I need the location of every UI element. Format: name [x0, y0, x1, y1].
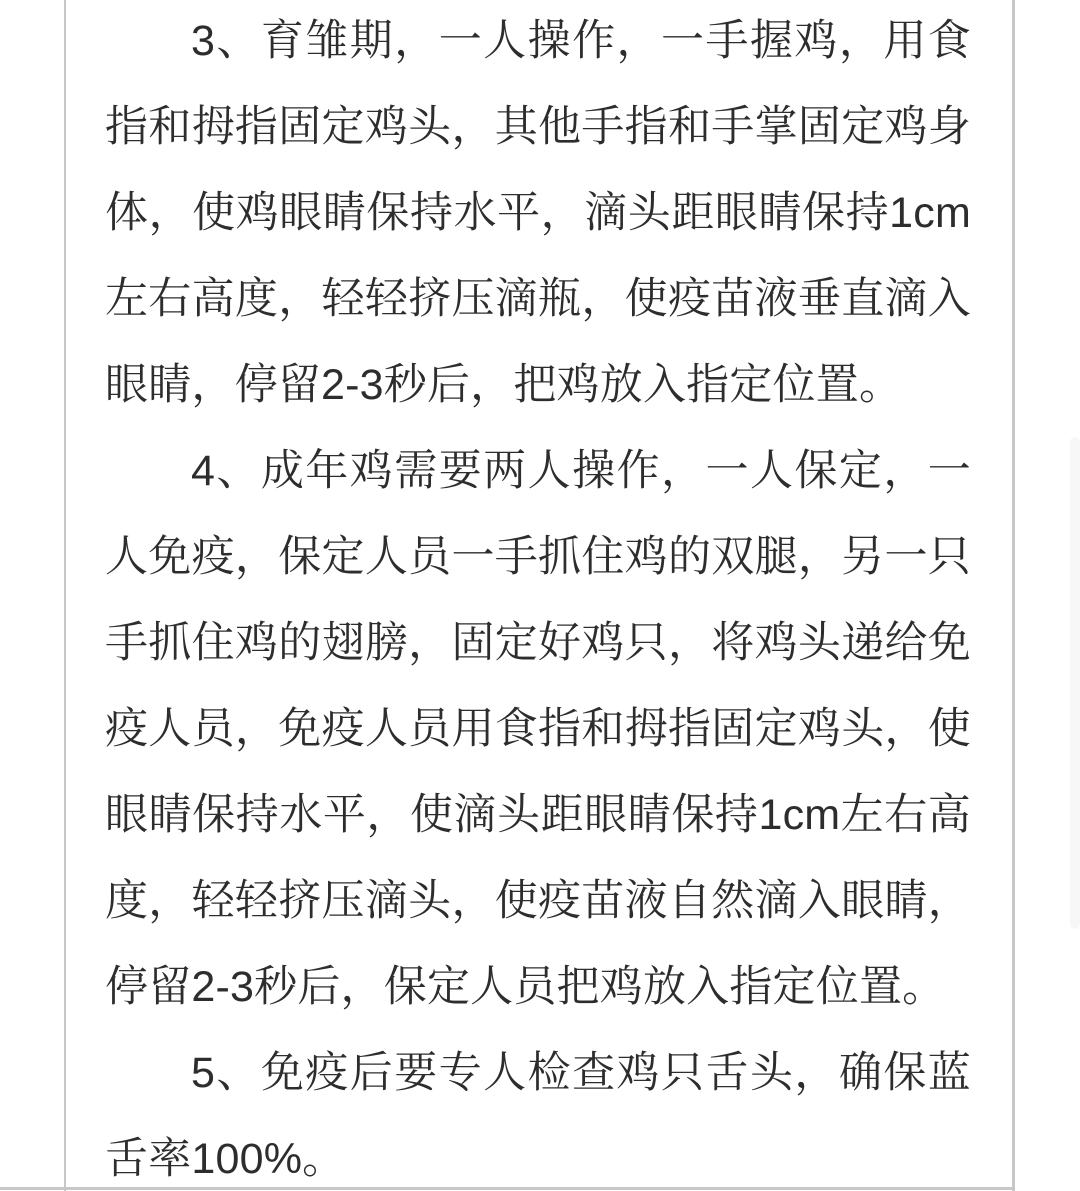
- text-line: 度，轻轻挤压滴头，使疫苗液自然滴入眼睛，: [105, 877, 971, 925]
- table-border-right: [1012, 0, 1015, 1191]
- text-line: 3、育雏期，一人操作，一手握鸡，用食: [191, 17, 971, 65]
- table-border-left: [64, 0, 66, 1191]
- scrollbar-thumb[interactable]: [1070, 437, 1080, 929]
- text-line: 体，使鸡眼睛保持水平，滴头距眼睛保持1cm: [105, 189, 971, 237]
- document-text: [105, 0, 971, 1191]
- text-line: 人免疫，保定人员一手抓住鸡的双腿，另一只: [105, 533, 971, 581]
- text-line: 5、免疫后要专人检查鸡只舌头，确保蓝: [191, 1049, 971, 1097]
- text-line: 左右高度，轻轻挤压滴瓶，使疫苗液垂直滴入: [105, 275, 971, 323]
- text-line: 指和拇指固定鸡头，其他手指和手掌固定鸡身: [105, 103, 971, 151]
- text-line: 眼睛保持水平，使滴头距眼睛保持1cm左右高: [105, 791, 971, 839]
- text-line: 4、成年鸡需要两人操作，一人保定，一: [191, 447, 971, 495]
- text-line: 疫人员，免疫人员用食指和拇指固定鸡头，使: [105, 705, 971, 753]
- text-line: 停留2-3秒后，保定人员把鸡放入指定位置。: [105, 963, 946, 1011]
- text-line: 眼睛，停留2-3秒后，把鸡放入指定位置。: [105, 361, 903, 409]
- text-line: 舌率100%。: [105, 1135, 346, 1183]
- text-line: 手抓住鸡的翅膀，固定好鸡只，将鸡头递给免: [105, 619, 971, 667]
